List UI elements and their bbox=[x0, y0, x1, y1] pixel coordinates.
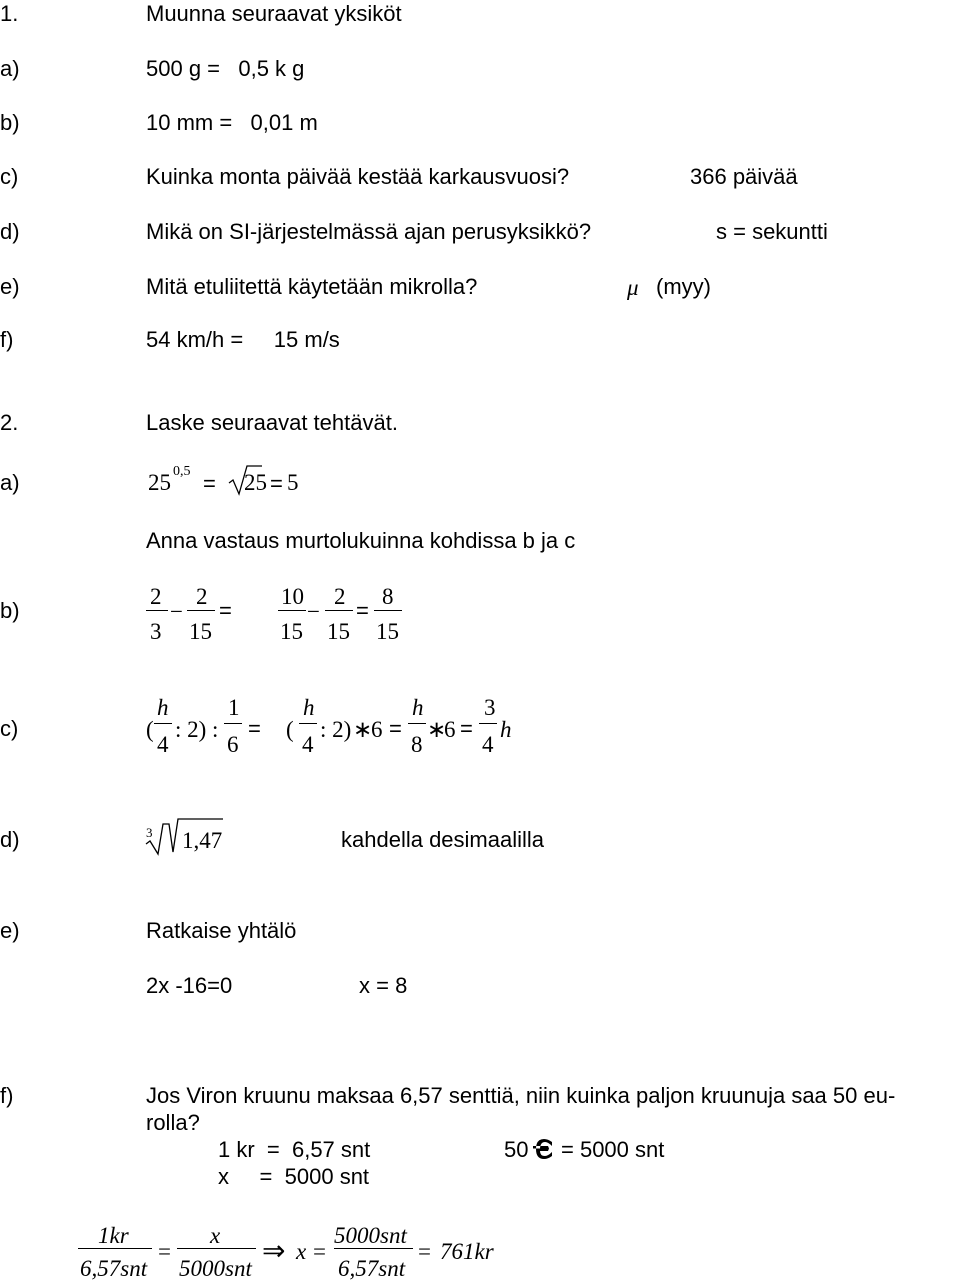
item-1c-text: Kuinka monta päivää kestää karkausvuosi? bbox=[146, 164, 570, 189]
fraction-bar bbox=[187, 610, 215, 611]
item-2c-label: c) bbox=[0, 716, 19, 741]
item-1e-label: e) bbox=[0, 274, 20, 299]
fraction-denominator: 4 bbox=[302, 732, 314, 757]
root-index: 3 bbox=[146, 825, 153, 840]
fraction-bar bbox=[299, 723, 317, 724]
equals-sign: = bbox=[248, 716, 261, 741]
euro-icon bbox=[533, 1139, 555, 1159]
fraction-bar bbox=[334, 1248, 413, 1249]
fraction-denominator: 15 bbox=[376, 619, 399, 644]
fraction-bar bbox=[374, 610, 402, 611]
fraction-numerator: 1kr bbox=[98, 1223, 129, 1248]
variable-x: x bbox=[296, 1239, 307, 1264]
expression-text: : 2) bbox=[320, 717, 352, 742]
item-2f-line1: Jos Viron kruunu maksaa 6,57 senttiä, niin kuinka paljon kruunuja saa 50 eu- bbox=[146, 1083, 896, 1108]
section-2-title: Laske seuraavat tehtävät. bbox=[146, 410, 398, 435]
fraction-numerator: x bbox=[210, 1223, 221, 1248]
open-paren: ( bbox=[146, 717, 154, 742]
solution-text: x = 8 bbox=[359, 973, 408, 998]
fraction-bar bbox=[146, 610, 168, 611]
fraction-denominator: 6,57snt bbox=[338, 1256, 406, 1281]
item-1e-text: Mitä etuliitettä käytetään mikrolla? bbox=[146, 274, 478, 299]
minus-sign: − bbox=[307, 599, 320, 624]
fraction-numerator: 1 bbox=[228, 695, 240, 720]
result-value: 761kr bbox=[440, 1239, 494, 1264]
expression-text: : 2) : bbox=[175, 717, 219, 742]
equals-sign: = bbox=[460, 716, 473, 741]
fraction-bar bbox=[177, 1248, 256, 1249]
item-2f-line2: rolla? bbox=[146, 1110, 200, 1135]
item-2b-label: b) bbox=[0, 598, 20, 623]
item-1b-label: b) bbox=[0, 110, 20, 135]
equals-sign: = bbox=[418, 1239, 431, 1264]
item-1b-text: 10 mm = 0,01 m bbox=[146, 110, 318, 135]
power-exponent: 0,5 bbox=[173, 464, 191, 479]
item-2f-euro-amount: 50 bbox=[504, 1137, 529, 1162]
root-radicand: 1,47 bbox=[182, 828, 223, 853]
fraction-denominator: 4 bbox=[482, 732, 494, 757]
equals-sign: = bbox=[203, 471, 216, 496]
variable-h: h bbox=[500, 717, 512, 742]
fraction-numerator: 5000snt bbox=[334, 1223, 407, 1248]
fraction-numerator: h bbox=[303, 695, 315, 720]
fraction-numerator: 8 bbox=[382, 584, 394, 609]
fraction-denominator: 5000snt bbox=[179, 1256, 252, 1281]
equals-sign: = bbox=[219, 598, 232, 623]
fraction-denominator: 15 bbox=[280, 619, 303, 644]
item-2a-label: a) bbox=[0, 470, 20, 495]
fraction-denominator: 15 bbox=[327, 619, 350, 644]
fraction-numerator: h bbox=[412, 695, 424, 720]
item-2f-line3: 1 kr = 6,57 snt bbox=[218, 1137, 371, 1162]
open-paren: ( bbox=[286, 717, 294, 742]
fraction-bar bbox=[479, 723, 497, 724]
equals-sign: = bbox=[389, 716, 402, 741]
section-1-number: 1. bbox=[0, 1, 19, 26]
item-2e-label: e) bbox=[0, 918, 20, 943]
item-1d-text: Mikä on SI-järjestelmässä ajan perusyksikkö? bbox=[146, 219, 592, 244]
number-six: 6 bbox=[371, 717, 383, 742]
item-1f-label: f) bbox=[0, 327, 14, 352]
number-six: 6 bbox=[444, 717, 456, 742]
item-1a-text: 500 g = 0,5 k g bbox=[146, 56, 305, 81]
item-1d-label: d) bbox=[0, 219, 20, 244]
fraction-denominator: 6 bbox=[227, 732, 239, 757]
equals-sign: = bbox=[356, 598, 369, 623]
item-2e-title: Ratkaise yhtälö bbox=[146, 918, 297, 943]
result-value: 5 bbox=[287, 470, 299, 495]
item-1c-label: c) bbox=[0, 164, 19, 189]
multiply-sign: ∗ bbox=[353, 717, 373, 742]
item-1e-answer: (myy) bbox=[656, 274, 711, 299]
fraction-denominator: 8 bbox=[411, 732, 423, 757]
fraction-denominator: 15 bbox=[189, 619, 212, 644]
item-1a-label: a) bbox=[0, 56, 20, 81]
fraction-bar bbox=[78, 1248, 152, 1249]
mu-symbol: μ bbox=[627, 275, 639, 300]
fraction-bar bbox=[408, 723, 426, 724]
fraction-numerator: 2 bbox=[150, 584, 162, 609]
fraction-numerator: h bbox=[157, 695, 169, 720]
power-base: 25 bbox=[148, 470, 171, 495]
equals-sign: = bbox=[313, 1239, 326, 1264]
equation-text: 2x -16=0 bbox=[146, 973, 233, 998]
fraction-numerator: 2 bbox=[334, 584, 346, 609]
item-2d-label: d) bbox=[0, 827, 20, 852]
fraction-numerator: 2 bbox=[196, 584, 208, 609]
implies-arrow: ⇒ bbox=[262, 1236, 286, 1267]
fraction-bar bbox=[278, 610, 306, 611]
multiply-sign: ∗ bbox=[427, 717, 447, 742]
equals-sign: = bbox=[158, 1239, 171, 1264]
instruction-note: Anna vastaus murtolukuinna kohdissa b ja c bbox=[146, 528, 576, 553]
section-1-title: Muunna seuraavat yksiköt bbox=[146, 1, 402, 26]
fraction-numerator: 3 bbox=[484, 695, 496, 720]
equals-sign: = bbox=[270, 471, 283, 496]
fraction-denominator: 6,57snt bbox=[80, 1256, 148, 1281]
fraction-denominator: 4 bbox=[157, 732, 169, 757]
fraction-numerator: 10 bbox=[281, 584, 304, 609]
fraction-bar bbox=[154, 723, 172, 724]
item-2d-text: kahdella desimaalilla bbox=[341, 827, 545, 852]
item-1f-text: 54 km/h = 15 m/s bbox=[146, 327, 340, 352]
fraction-denominator: 3 bbox=[150, 619, 162, 644]
item-1d-answer: s = sekuntti bbox=[716, 219, 828, 244]
item-2f-line4: x = 5000 snt bbox=[218, 1164, 370, 1189]
sqrt-radicand: 25 bbox=[244, 470, 267, 495]
minus-sign: − bbox=[170, 599, 183, 624]
item-2f-cents: = 5000 snt bbox=[561, 1137, 665, 1162]
item-1c-answer: 366 päivää bbox=[690, 164, 798, 189]
section-2-number: 2. bbox=[0, 410, 19, 435]
item-2f-label: f) bbox=[0, 1083, 14, 1108]
fraction-bar bbox=[325, 610, 353, 611]
fraction-bar bbox=[224, 723, 242, 724]
